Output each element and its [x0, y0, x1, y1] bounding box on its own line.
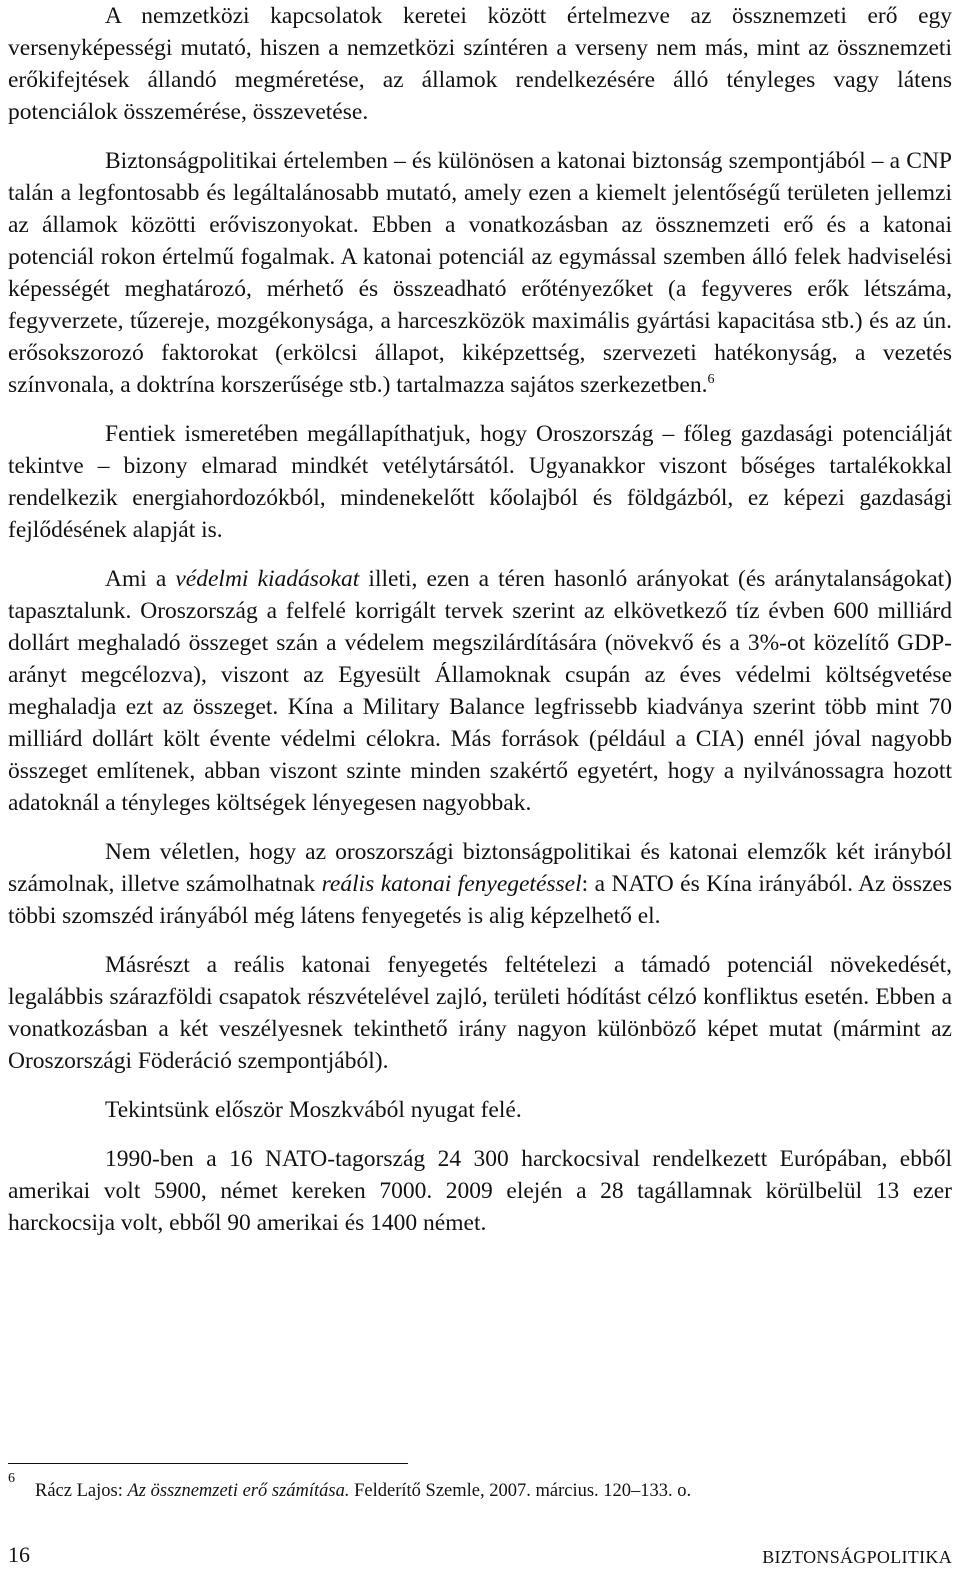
- paragraph-4-pre: Ami a: [105, 566, 176, 592]
- footnote-divider: [8, 1463, 408, 1464]
- footnote-ref[interactable]: 6: [707, 372, 715, 387]
- paragraph-1: A nemzetközi kapcsolatok keretei között értelmezve az össznemzeti erő egy versenyképességi mutató, hiszen a nemzetközi színtéren a verseny nem más, mint az össznemzeti erőkifejtések állandó megméretése, az államok rendelkezésére álló tényleges vagy látens potenciálok összemérése, összevetése.: [8, 3, 952, 125]
- paragraph-6: Másrészt a reális katonai fenyegetés feltételezi a támadó potenciál növekedését, legalábbis szárazföldi csapatok részvételével zajló, területi hódítást célzó konfliktus esetén. Ebben a vonatkozásban a két veszélyesnek tekinthető irány nagyon különböző képet mutat (mármint az Oroszországi Föderáció szempontjából).: [8, 952, 952, 1074]
- page-number: 16: [8, 1542, 30, 1567]
- paragraph-5: [8, 836, 952, 932]
- footnote-author: Rácz Lajos:: [35, 1481, 128, 1501]
- paragraph-4-post: illeti, ezen a téren hasonló arányokat (és aránytalanságokat) tapasztalunk. Oroszország a felfelé korrigált tervek szerint az elkövetkező tíz évben 600 milliárd dollárt meghaladó összeget szán a védelem megszilárdítására (növekvő és a 3%-ot közelítő GDP-arányt megcélozva), viszont az Egyesült Államoknak csupán az éves védelmi költségvetése meghaladja ezt az összeget. Kína a Military Balance legfrissebb kiadványa szerint több mint 70 milliárd dollárt költ évente védelmi célokra. Más források (például a CIA) ennél jóval nagyobb összeget említenek, abban viszont szinte minden szakértő egyetért, hogy a nyilvánossagra hozott adatoknál a tényleges költségek lényegesen nagyobbak.: [8, 566, 952, 816]
- paragraph-5-emphasis: reális katonai fenyegetéssel: [321, 871, 582, 897]
- paragraph-3: Fentiek ismeretében megállapíthatjuk, hogy Oroszország – főleg gazdasági potenciálját tekintve – bizony elmarad mindkét vetélytársától. Ugyanakkor viszont bőséges tartalékokkal rendelkezik energiahordozókból, mindenekelőtt kőolajból és földgázból, ez képezi gazdasági fejlődésének alapját is.: [8, 421, 952, 543]
- paragraph-2-text: Biztonságpolitikai értelemben – és különösen a katonai biztonság szempontjából – a CNP talán a legfontosabb és legáltalánosabb mutató, amely ezen a kiemelt jelentőségű területen jellemzi az államok közötti erőviszonyokat. Ebben a vonatkozásban az össznemzeti erő és a katonai potenciál rokon értelmű fogalmak. A katonai potenciál az egymással szemben álló felek hadviselési képességét meghatározó, mérhető és összeadható erőtényezőket (a fegyveres erők létszáma, fegyverzete, tűzereje, mozgékonysága, a harceszközök maximális gyártási kapacitása stb.) és az ún. erősokszorozó faktorokat (erkölcsi állapot, kiképzettség, szervezeti hatékonyság, a vezetés színvonala, a doktrína korszerűsége stb.) tartalmazza sajátos szerkezetben.: [8, 148, 952, 398]
- footnote-source: Felderítő Szemle, 2007. március. 120–133. o.: [349, 1481, 692, 1501]
- running-title: BIZTONSÁGPOLITIKA: [762, 1547, 952, 1567]
- paragraph-4-emphasis: védelmi kiadásokat: [175, 566, 360, 592]
- paragraph-5-pre: Nem véletlen, hogy az oroszországi biztonságpolitikai és katonai elemzők két irányból számolnak, illetve számolhatnak: [8, 839, 952, 897]
- footnote-number: 6: [8, 1471, 15, 1486]
- body-text: [8, 0, 952, 1239]
- footnote-title: Az össznemzeti erő számítása.: [127, 1481, 350, 1501]
- paragraph-7: Tekintsünk először Moszkvából nyugat felé.: [105, 1097, 522, 1123]
- paragraph-5-post: : a NATO és Kína irányából. Az összes többi szomszéd irányából még látens fenyegetés is alig képzelhető el.: [8, 871, 952, 929]
- paragraph-4: [8, 563, 952, 819]
- paragraph-2: [8, 145, 952, 401]
- footnote-text: [35, 1478, 691, 1504]
- paragraph-8: 1990-ben a 16 NATO-tagország 24 300 harckocsival rendelkezett Európában, ebből amerikai volt 5900, német kereken 7000. 2009 elején a 28 tagállamnak körülbelül 13 ezer harckocsija volt, ebből 90 amerikai és 1400 német.: [8, 1146, 952, 1236]
